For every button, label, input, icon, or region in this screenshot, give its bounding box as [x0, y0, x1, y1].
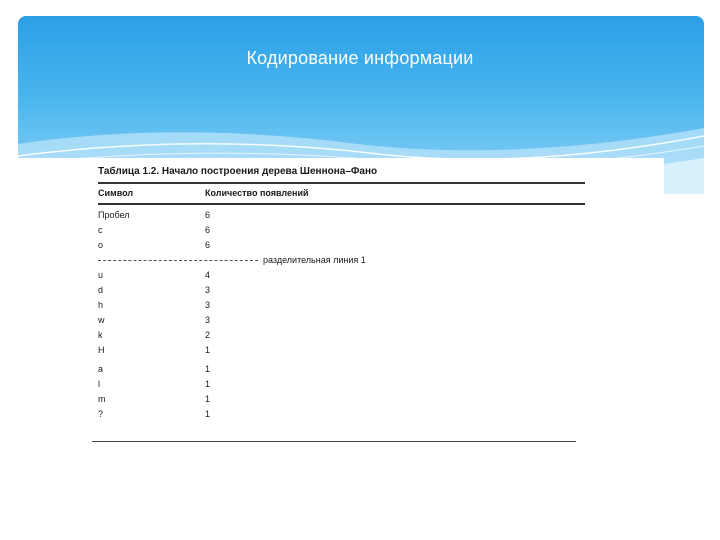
symbol-cell: l [98, 379, 100, 389]
header-rule-bottom [98, 203, 585, 205]
table-row [98, 394, 585, 408]
count-cell: 4 [205, 270, 211, 280]
count-cell: 2 [205, 330, 211, 340]
symbol-cell: d [98, 285, 104, 295]
count-cell: 1 [205, 379, 211, 389]
table-row [98, 300, 585, 314]
table-row [98, 330, 585, 344]
table-row [98, 240, 585, 254]
table-row [98, 270, 585, 284]
symbol-cell: u [98, 270, 104, 280]
table-caption: Таблица 1.2. Начало построения дерева Шеннона–Фано [98, 166, 378, 177]
header-rule-top [98, 182, 585, 184]
count-cell: 3 [205, 285, 211, 295]
table-row [98, 364, 585, 378]
table-row [98, 345, 585, 359]
symbol-cell: w [98, 315, 105, 325]
symbol-cell: a [98, 364, 104, 374]
table-row [98, 409, 585, 423]
table-row [98, 379, 585, 393]
symbol-cell: h [98, 300, 104, 310]
dashed-line [98, 260, 258, 261]
slide-title: Кодирование информации [246, 48, 474, 68]
divider-label: разделительная линия 1 [263, 255, 366, 265]
table-content [98, 166, 603, 419]
symbol-cell: ? [98, 409, 104, 419]
count-cell: 6 [205, 240, 211, 250]
column-header-count: Количество появлений [205, 188, 309, 198]
symbol-cell: H [98, 345, 105, 355]
count-cell: 1 [205, 394, 211, 404]
table-row [98, 210, 585, 224]
count-cell: 1 [205, 409, 211, 419]
shannon-fano-table [18, 158, 664, 458]
symbol-cell: о [98, 240, 104, 250]
bottom-rule [92, 441, 576, 442]
table-row [98, 285, 585, 299]
symbol-cell: Пробел [98, 210, 130, 220]
count-cell: 6 [205, 225, 211, 235]
count-cell: 6 [205, 210, 211, 220]
table-row [98, 315, 585, 329]
count-cell: 3 [205, 315, 211, 325]
symbol-cell: m [98, 394, 106, 404]
column-header-symbol: Символ [98, 188, 134, 198]
symbol-cell: k [98, 330, 103, 340]
count-cell: 3 [205, 300, 211, 310]
table-row [98, 225, 585, 239]
count-cell: 1 [205, 364, 211, 374]
symbol-cell: с [98, 225, 103, 235]
count-cell: 1 [205, 345, 211, 355]
